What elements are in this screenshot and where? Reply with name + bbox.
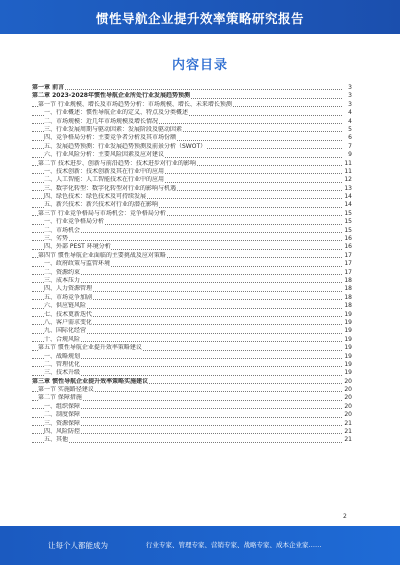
toc-entry[interactable] (32, 302, 352, 310)
toc-entry-page: 11 (344, 159, 352, 167)
toc-entry-page: 21 (344, 436, 352, 444)
toc-entry-page: 3 (348, 84, 352, 91)
toc-entry[interactable] (32, 218, 352, 226)
toc-entry[interactable] (32, 101, 352, 109)
toc-entry-page: 16 (344, 235, 352, 243)
toc-entry-page: 13 (344, 184, 352, 192)
toc-entry-page: 4 (348, 109, 352, 117)
toc-entry-page: 20 (344, 402, 352, 410)
toc-entry-page: 17 (344, 251, 352, 259)
toc-entry-page: 18 (344, 293, 352, 301)
toc-entry-page: 15 (344, 209, 352, 217)
toc-entry-text: 九、国际化经营 (44, 327, 87, 335)
toc-entry[interactable] (32, 210, 352, 218)
toc-entry-page: 4 (348, 117, 352, 125)
toc-entry-page: 19 (344, 352, 352, 360)
toc-entry-text: 一、组织保障 (44, 402, 81, 410)
toc-entry[interactable] (32, 143, 352, 151)
toc-entry[interactable] (32, 227, 352, 235)
toc-entry[interactable] (32, 252, 352, 260)
toc-entry[interactable] (32, 285, 352, 293)
toc-entry-page: 20 (344, 377, 352, 385)
toc-entry-text: 四、人力资源管理 (44, 285, 93, 293)
toc-entry-text: 一、政府政策与监管环境 (44, 260, 111, 268)
toc-entry-text: 二、人工智能：人工智能技术在行业中的应用 (44, 176, 165, 184)
toc-entry[interactable] (32, 118, 352, 126)
toc-entry-text: 五、其他 (44, 436, 69, 444)
toc-entry-text: 四、外部 PEST 环境分析 (44, 243, 111, 251)
toc-entry[interactable] (32, 319, 352, 327)
toc-entry-text: 三、数字化转型：数字化转型对行业的影响与机遇 (44, 184, 177, 192)
toc-entry[interactable] (32, 294, 352, 302)
toc-entry-text: 二、资源约束 (44, 268, 81, 276)
toc-entry-text: 五、新兴技术：新兴技术对行业的潜在影响 (44, 201, 159, 209)
footer-banner (0, 526, 400, 565)
toc-entry-page: 16 (344, 243, 352, 251)
toc-entry[interactable] (32, 168, 352, 176)
toc-entry[interactable] (32, 193, 352, 201)
toc-entry-page: 11 (344, 167, 352, 175)
toc-entry-page: 9 (348, 151, 352, 159)
toc-entry-text: 四、风险防控 (44, 428, 81, 436)
toc-entry-text: 二、市场规模：近几年市场规模及增长情况 (44, 117, 159, 125)
toc-entry-text: 第五节 惯性导航企业提升效率策略建议 (38, 344, 142, 352)
toc-entry-text: 七、技术更新迭代 (44, 310, 93, 318)
toc-entry-page: 19 (344, 360, 352, 368)
toc-entry[interactable] (32, 260, 352, 268)
toc-entry-text: 六、供应链风险 (44, 302, 87, 310)
toc-entry[interactable] (32, 269, 352, 277)
toc-entry-page: 12 (344, 176, 352, 184)
toc-entry-text: 三、劣势 (44, 235, 69, 243)
toc-entry-page: 21 (344, 428, 352, 436)
toc-entry-text: 二、市场机会 (44, 226, 81, 234)
toc-entry-text: 第二章 2023-2028年惯性导航企业所处行业发展趋势预测 (32, 92, 190, 100)
toc-entry[interactable] (32, 394, 352, 402)
toc-entry-page: 18 (344, 276, 352, 284)
toc-entry-page: 5 (348, 125, 352, 133)
toc-entry[interactable] (32, 92, 352, 100)
toc-entry-text: 第二节 技术进步、创新与前沿趋势：技术进步对行业的影响 (38, 159, 196, 167)
toc-title: 内容目录 (171, 58, 228, 73)
toc-entry[interactable] (32, 386, 352, 394)
toc-entry-text: 三、资源保障 (44, 419, 81, 427)
toc-entry-text: 五、市场竞争加剧 (44, 293, 93, 301)
toc-entry[interactable] (32, 160, 352, 168)
toc-entry-text: 第三节 行业竞争格局与市场机会：竞争格局分析 (38, 209, 166, 217)
toc-entry[interactable] (32, 327, 352, 335)
toc-entry[interactable] (32, 109, 352, 117)
toc-entry-text: 八、客户需求变化 (44, 318, 93, 326)
toc-entry[interactable] (32, 378, 352, 386)
toc-entry-text: 三、行业发展周期与驱动因素：发展阶段及驱动因素 (44, 125, 183, 133)
toc-entry[interactable] (32, 235, 352, 243)
toc-entry-text: 十、合规风险 (44, 335, 81, 343)
toc-entry[interactable] (32, 185, 352, 193)
toc-entry-page: 19 (344, 335, 352, 343)
toc-entry[interactable] (32, 344, 352, 352)
toc-entry-page: 15 (344, 226, 352, 234)
toc-leader-dots (32, 442, 342, 443)
toc-entry-page: 3 (348, 100, 352, 108)
toc-entry[interactable] (32, 84, 352, 92)
toc-entry[interactable] (32, 243, 352, 251)
header-banner (0, 0, 400, 34)
toc-entry-page: 19 (344, 369, 352, 377)
toc-entry-text: 四、竞争格局分析：主要竞争者分析及其市场份额 (44, 134, 177, 142)
toc-entry[interactable] (32, 336, 352, 344)
toc-entry-page: 19 (344, 344, 352, 352)
toc-entry-text: 第四节 惯性导航企业面临的主要挑战及应对策略 (38, 251, 166, 259)
toc-entry-page: 18 (344, 285, 352, 293)
toc-entry-text: 二、制度保障 (44, 411, 81, 419)
toc-entry[interactable] (32, 403, 352, 411)
toc-entry-page: 3 (348, 92, 352, 100)
toc-entry[interactable] (32, 436, 352, 444)
toc-entry-page: 14 (344, 201, 352, 209)
toc-entry-page: 19 (344, 318, 352, 326)
toc-entry-text: 第二节 保障措施 (38, 394, 82, 402)
toc-entry-page: 15 (344, 218, 352, 226)
toc-entry-text: 第一节 行业规模、增长及市场趋势分析：市场规模、增长、未来增长预测 (38, 100, 232, 108)
toc-entry[interactable] (32, 420, 352, 428)
toc-entry[interactable] (32, 428, 352, 436)
toc-entry-text: 三、成本压力 (44, 276, 81, 284)
toc-entry-text: 第一章 前言 (32, 84, 65, 91)
toc-entry-page: 19 (344, 327, 352, 335)
toc-entry[interactable] (32, 176, 352, 184)
toc-entry-text: 二、管理优化 (44, 360, 81, 368)
toc-entry-text: 一、行业概述：惯性导航企业的定义、特点及分类概述 (44, 109, 189, 117)
toc-entry-page: 17 (344, 260, 352, 268)
toc-entry-text: 一、战略规划 (44, 352, 81, 360)
toc-entry[interactable] (32, 277, 352, 285)
toc-entry-page: 19 (344, 310, 352, 318)
toc-leader-dots (32, 240, 342, 241)
toc-entry[interactable] (32, 369, 352, 377)
toc-entry[interactable] (32, 201, 352, 209)
toc-entry-page: 20 (344, 394, 352, 402)
toc-entry-text: 四、绿色技术：绿色技术及可持续发展 (44, 193, 147, 201)
toc-entry[interactable] (32, 151, 352, 159)
page-number: 2 (343, 513, 347, 520)
report-title: 惯性导航企业提升效率策略研究报告 (95, 11, 304, 26)
toc-entry[interactable] (32, 311, 352, 319)
toc-entry[interactable] (32, 411, 352, 419)
toc-entry-page: 18 (344, 302, 352, 310)
toc-entry[interactable] (32, 134, 352, 142)
toc-entry-text: 一、技术创新：技术创新及其在行业中的应用 (44, 167, 165, 175)
toc-entry-text: 第一节 实施路径建议 (38, 386, 94, 394)
table-of-contents (32, 84, 352, 445)
toc-entry-text: 五、发展趋势预测：行业发展趋势预测及前景分析（SWOT） (44, 142, 207, 150)
footer-slogan: 让每个人都能成为 (48, 541, 108, 550)
toc-entry-page: 7 (348, 142, 352, 150)
toc-entry[interactable] (32, 361, 352, 369)
toc-entry[interactable] (32, 126, 352, 134)
toc-entry-page: 6 (348, 134, 352, 142)
toc-entry-text: 一、行业竞争格局分析 (44, 218, 105, 226)
toc-leader-dots (32, 89, 342, 90)
toc-entry-page: 21 (344, 419, 352, 427)
toc-entry-page: 20 (344, 386, 352, 394)
toc-entry-page: 14 (344, 193, 352, 201)
toc-entry-page: 20 (344, 411, 352, 419)
footer-tagline: 行业专家、管理专家、营销专家、战略专家、成本企业家…… (146, 541, 322, 549)
toc-entry-text: 三、技术升级 (44, 369, 81, 377)
toc-entry-text: 第三章 惯性导航企业提升效率策略实施建议 (32, 377, 149, 385)
toc-entry[interactable] (32, 353, 352, 361)
toc-entry-page: 17 (344, 268, 352, 276)
toc-entry-text: 六、行业风险分析：主要风险因素及应对建议 (44, 151, 165, 159)
